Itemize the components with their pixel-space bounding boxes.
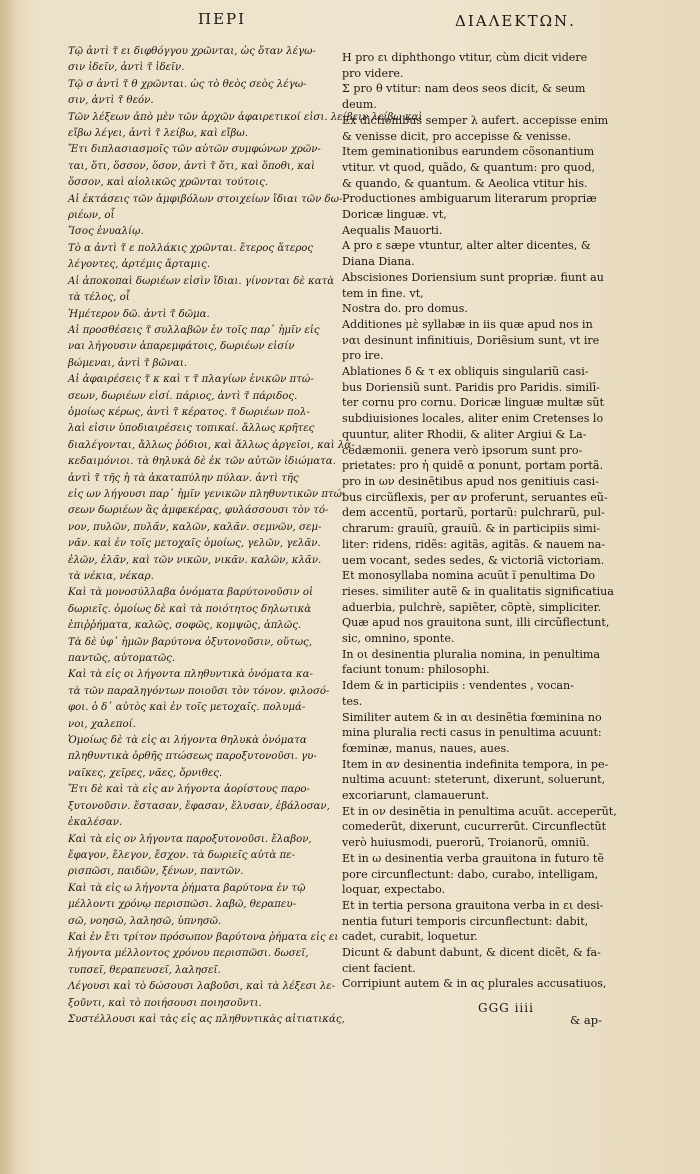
greek-text-line: Αἱ ἀποκοπαὶ δωριέων εἰσὶν ἴδιαι. γίνονται δὲ κατὰ	[68, 275, 335, 287]
latin-text-line: Similiter autem & in αι desinẽtia fœminina no	[342, 710, 602, 724]
latin-text-line: Σ pro θ vtitur: nam deos seos dicit, & seum	[342, 82, 586, 96]
latin-text-line: vtitur. vt quod, quãdo, & quantum: pro quod,	[342, 160, 595, 174]
latin-text-line: Aequalis Mauorti.	[342, 223, 443, 237]
greek-text-line: τὰ νέκια, νέκαρ.	[68, 571, 154, 582]
greek-text-line: ἔφαγον, ἔλεγον, ἔσχον. τὰ δωριεῖς αὐτὰ πε-	[68, 849, 296, 861]
greek-text-line: ὁμοίως κέρως, ἀντὶ τ̃ κέρατος. τ̃ δωριέων πολ-	[68, 406, 310, 418]
greek-text-line: ξυτονοῦσιν. ἔστασαν, ἔφασαν, ἔλυσαν, ἐβάλοσαν,	[68, 800, 330, 812]
greek-text-line: Καὶ τὰ εἰς ω λήγοντα ῥήματα βαρύτονα ἐν τῷ	[68, 882, 306, 894]
latin-text-line: nultima acuunt: steterunt, dixerunt, soluerunt,	[342, 773, 606, 787]
latin-text-line: mina pluralia recti casus in penultima acuunt:	[342, 726, 602, 740]
latin-text-line: Idem & in participiis : vendentes , vocan-	[342, 679, 574, 693]
latin-text-line: pro videre.	[342, 66, 404, 80]
latin-text-line: ter cornu pro cornu. Doricæ linguæ multæ sũt	[342, 396, 604, 410]
greek-text-line: Ἴσος ἐνυαλίῳ.	[68, 226, 144, 238]
greek-text-line: ἐκαλέσαν.	[68, 817, 123, 829]
latin-text-line: nentia futuri temporis circunflectunt: dabit,	[342, 914, 589, 928]
latin-text-line: Nostra do. pro domus.	[342, 302, 468, 316]
running-head-greek: ΠΕΡΙ	[198, 10, 247, 28]
greek-text-line: νοι, χαλεποί.	[68, 718, 136, 730]
greek-text-line: ρισπῶσι, παιδῶν, ξένων, παντῶν.	[68, 866, 244, 878]
latin-text-line: deum.	[342, 98, 377, 112]
greek-text-line: τὰ τέλος, οἷ	[68, 292, 130, 304]
catchword: & ap-	[570, 1013, 602, 1027]
latin-text-line: tes.	[342, 694, 363, 708]
latin-text-line: cedæmonii. genera verò ipsorum sunt pro-	[342, 443, 583, 457]
latin-text-line: bus Doriensiũ sunt. Paridis pro Paridis. similī-	[342, 380, 600, 394]
greek-text-line: ἀντὶ τ̃ τῆς ἡ τὰ ἀκαταπύλην πύλαν. ἀντὶ τῆς	[68, 472, 299, 484]
greek-text-line: Τῷ ἀντὶ τ̃ ει διφθόγγου χρῶνται, ὡς ὅταν λέγω-	[68, 46, 316, 57]
page-gutter-shadow	[0, 0, 18, 1174]
greek-text-line: Τὰ δὲ ὑφ᾿ ἡμῶν βαρύτονα ὀξυτονοῦσιν, οὕτως,	[68, 636, 312, 648]
greek-text-line: παντῶς, αὐτοματῶς.	[68, 653, 176, 665]
greek-text-line: ξοῦντι, καὶ τὸ ποιήσουσι ποιησοῦντι.	[68, 997, 262, 1009]
greek-text-line: Καὶ ἐν ἔτι τρίτον πρόσωπον βαρύτονα ῥήματα εἰς ει	[68, 931, 339, 943]
latin-text-line: Ablationes δ & τ ex obliquis singulariũ casi-	[342, 365, 589, 379]
greek-text-line: Λέγουσι καὶ τὸ δώσουσι λαβοῦσι, καὶ τὰ λέξεσι λε-	[68, 981, 336, 993]
latin-text-line: pro in ων desinētibus apud nos genitiuis casi-	[342, 474, 599, 488]
latin-text-line: A pro ε sæpe vtuntur, alter alter dicentes, &	[342, 239, 591, 253]
greek-text-line: Τῶν λέξεων ἀπὸ μὲν τῶν ἀρχῶν ἀφαιρετικοί εἰσι. λείβειν λείβω καὶ	[68, 111, 423, 123]
latin-column	[342, 50, 642, 992]
greek-text-line: σεων, δωριέων εἰσί. πάριος, ἀντὶ τ̃ πάριδος.	[68, 390, 298, 402]
greek-text-line: Αἱ προσθέσεις τ̃ συλλαβῶν ἐν τοῖς παρ᾿ ἡμῖν εἰς	[68, 324, 320, 336]
latin-text-line: In οι desinentia pluralia nomina, in penultima	[342, 647, 601, 661]
latin-text-line: tem in fine. vt,	[342, 286, 424, 300]
greek-text-line: Ἡμέτερον δῶ. ἀντὶ τ̃ δῶμα.	[68, 308, 210, 320]
greek-text-line: λαὶ εἰσιν ὑποδιαιρέσεις τοπικαί. ἄλλως κρῆτες	[68, 423, 315, 435]
greek-text-line: ναι λήγουσιν ἀπαρεμφάτοις, δωριέων εἰσίν	[68, 341, 295, 353]
greek-text-line: νον, πυλῶν, πυλᾶν, καλῶν, καλᾶν. σεμνῶν, σεμ-	[68, 521, 322, 533]
latin-text-line: prietates: pro ἡ quidē α ponunt, portam portã.	[342, 459, 603, 473]
greek-text-line: Αἱ ἐκτάσεις τῶν ἀμφιβόλων στοιχείων ἴδιαι τῶν δω-	[68, 193, 343, 205]
greek-text-line: εἰς ων λήγουσι παρ᾿ ἡμῖν γενικῶν πληθυντικῶν πτώ-	[68, 488, 346, 500]
greek-text-line: ὅσσον, καὶ αἰολικῶς χρῶνται τούτοις.	[68, 177, 269, 189]
greek-text-line: βώμεναι, ἀντὶ τ̃ βῶναι.	[68, 357, 188, 369]
latin-text-line: quuntur, aliter Rhodii, & aliter Argiui & La-	[342, 427, 587, 441]
latin-text-line: faciunt tonum: philosophi.	[342, 663, 490, 677]
latin-text-line: & quando, & quantum. & Aeolica vtitur his.	[342, 176, 588, 190]
latin-text-line: chrarum: grauiũ, grauiũ. & in participiis simi-	[342, 522, 601, 536]
latin-text-line: loquar, expectabo.	[342, 883, 446, 897]
greek-text-line: Τὸ α ἀντὶ τ̃ ε πολλάκις χρῶνται. ἕτερος ἅτερος	[68, 242, 314, 254]
latin-text-line: ναι desinunt infinitiuis, Doriẽsium sunt, vt ire	[342, 333, 600, 347]
greek-text-line: ται, ὅτι, ὅσσον, ὅσον, ἀντὶ τ̃ ὅτι, καὶ ὅποθι, καὶ	[68, 160, 315, 172]
greek-text-line: λέγοντες, ἀρτέμις ἄρταμις.	[68, 259, 211, 271]
greek-text-line: Ὁμοίως δὲ τὰ εἰς αι λήγοντα θηλυκὰ ὀνόματα	[68, 735, 307, 747]
greek-text-line: ριέων, οἷ	[68, 210, 115, 222]
latin-text-line: liter: ridens, ridẽs: agitãs, agitãs. & nauem na-	[342, 537, 606, 551]
latin-text-line: cient facient.	[342, 961, 416, 975]
greek-text-line: εἴβω λέγει, ἀντὶ τ̃ λείβω, καὶ εἴβω.	[68, 128, 248, 140]
greek-text-line: τυπσεῖ, θεραπευσεῖ, λαλησεῖ.	[68, 964, 221, 976]
latin-text-line: Et in ω desinentia verba grauitona in futuro tẽ	[342, 851, 604, 865]
greek-text-line: νᾶν. καὶ ἐν τοῖς μετοχαῖς ὁμοίως, γελῶν, γελᾶν.	[68, 538, 321, 550]
greek-text-line: διαλέγονται, ἄλλως ῥόδιοι, καὶ ἄλλως ἀργεῖοι, καὶ λα-	[68, 439, 355, 451]
latin-text-line: Ex dictionibus semper λ aufert. accepisse enim	[342, 113, 609, 127]
latin-text-line: Additiones μὲ syllabæ in iis quæ apud nos in	[342, 317, 593, 331]
signature-mark: GGG iiii	[478, 1001, 534, 1015]
running-head-greek-right: ΔΙΑΛΕΚΤΩΝ.	[455, 12, 576, 30]
greek-text-line: Καὶ τὰ εἰς οι λήγοντα πληθυντικὰ ὀνόματα κα-	[68, 669, 313, 681]
latin-text-line: bus circũflexis, per αν proferunt, seruantes eũ-	[342, 490, 608, 504]
greek-text-line: σιν ἰδεῖν, ἀντὶ τ̃ ἰδεῖν.	[68, 62, 185, 74]
latin-text-line: uem vocant, sedes sedes, & victoriã victoriam.	[342, 553, 605, 567]
latin-text-line: verò huiusmodi, puerorũ, Troianorũ, omniũ.	[342, 836, 590, 850]
greek-text-line: Ἔτι δὲ καὶ τὰ εἰς αν λήγοντα ἀορίστους παρο-	[68, 784, 310, 796]
latin-text-line: & venisse dicit, pro accepisse & venisse.	[342, 129, 572, 143]
latin-text-line: Et in tertia persona grauitona verba in ει desi-	[342, 898, 604, 912]
greek-text-line: φοι. ὁ δ᾿ αὐτὸς καὶ ἐν τοῖς μετοχαῖς. πολυμά-	[68, 702, 306, 714]
latin-text-line: sic, omnino, sponte.	[342, 632, 455, 646]
latin-text-line: excoriarunt, clamauerunt.	[342, 789, 490, 803]
greek-text-line: Καὶ τὰ μονοσύλλαβα ὀνόματα βαρύτονοῦσιν οἱ	[68, 587, 313, 599]
latin-text-line: Et in ον desinẽtia in penultima acuũt. acceperũt,	[342, 804, 617, 818]
latin-text-line: Et monosyllaba nomina acuũt ĩ penultima Do	[342, 569, 596, 583]
greek-text-line: κεδαιμόνιοι. τὰ θηλυκὰ δὲ ἐκ τῶν αὐτῶν ἰδιώματα.	[68, 456, 336, 468]
greek-text-line: τὰ τῶν παραληγόντων ποιοῦσι τὸν τόνον. φιλοσό-	[68, 685, 330, 697]
latin-text-line: Doricæ linguæ. vt,	[342, 208, 447, 222]
latin-text-line: fœminæ, manus, naues, aues.	[342, 741, 510, 755]
latin-text-line: cadet, curabit, loquetur.	[342, 930, 478, 944]
latin-text-line: pro ire.	[342, 349, 384, 363]
greek-text-line: ναῖκες, χεῖρες, νᾶες, ὄρνιθες.	[68, 767, 223, 779]
latin-text-line: Corripiunt autem & in ας plurales accusatiuos,	[342, 977, 607, 991]
latin-text-line: H pro ει diphthongo vtitur, cùm dicit videre	[342, 51, 588, 64]
latin-text-line: Dicunt & dabunt dabunt, & dicent dicẽt, & fa-	[342, 946, 601, 960]
latin-text-line: pore circunflectunt: dabo, curabo, intelligam,	[342, 867, 599, 881]
latin-text-line: Abscisiones Doriensium sunt propriæ. fiunt au	[342, 270, 604, 284]
greek-text-line: πληθυντικὰ ὀρθῆς πτώσεως παροξυτονοῦσι. γυ-	[68, 751, 317, 763]
greek-text-line: δωριεῖς. ὁμοίως δὲ καὶ τὰ ποιότητος δηλωτικὰ	[68, 603, 312, 615]
latin-text-line: Quæ apud nos grauitona sunt, illi circũflectunt,	[342, 616, 610, 630]
greek-text-line: λήγοντα μέλλοντος χρόνου περισπῶσι. δωσεῖ,	[68, 948, 309, 960]
greek-text-line: Καὶ τὰ εἰς ον λήγοντα παροξυτονοῦσι. ἔλαβον,	[68, 833, 312, 845]
greek-text-line: Τῷ σ ἀντὶ τ̃ θ χρῶνται. ὡς τὸ θεὸς σεὸς λέγω-	[68, 78, 307, 90]
latin-text-line: Item in αν desinentia indefinita tempora, in pe-	[342, 757, 609, 771]
latin-text-line: dem accentũ, portarũ, portarũ: pulchrarũ, pul-	[342, 506, 605, 520]
greek-text-line: Ἔτι διπλασιασμοῖς τῶν αὐτῶν συμφώνων χρῶν-	[68, 144, 321, 156]
latin-text-line: Diana Diana.	[342, 255, 415, 269]
greek-text-line: μέλλοντι χρόνῳ περισπῶσι. λαβῶ, θεραπευ-	[68, 899, 297, 911]
greek-text-line: σεων δωριέων ἂς ἀμφεκέρας, φυλάσσουσι τὸν τό-	[68, 505, 329, 517]
greek-text-line: σιν, ἀντὶ τ̃ θεόν.	[68, 95, 154, 107]
latin-text-line: rieses. similiter autẽ & in qualitatis significatiua	[342, 584, 614, 598]
greek-text-line: Συστέλλουσι καὶ τὰς εἰς ας πληθυντικὰς αἰτιατικάς,	[68, 1013, 345, 1025]
greek-text-line: σῶ, νοησῶ, λαλησῶ, ὑπνησῶ.	[68, 915, 222, 927]
latin-text-line: Productiones ambiguarum literarum propriæ	[342, 192, 597, 206]
latin-text-line: aduerbia, pulchrè, sapiẽter, cõptè, simpliciter.	[342, 600, 602, 614]
greek-text-line: ἐπιῤῥήματα, καλῶς, σοφῶς, κομψῶς, ἁπλῶς.	[68, 620, 302, 632]
greek-text-line: Αἱ ἀφαιρέσεις τ̃ κ καὶ τ τ̃ πλαγίων ἑνικῶν πτώ-	[68, 374, 314, 386]
latin-text-line: comederũt, dixerunt, cucurrerũt. Circunflectũt	[342, 820, 607, 834]
latin-text-line: subdiuisiones locales, aliter enim Cretenses lo	[342, 412, 604, 426]
greek-text-line: ἐλῶν, ἐλᾶν, καὶ τῶν νικῶν, νικᾶν. καλῶν, κλᾶν.	[68, 554, 322, 566]
latin-text-line: Item geminationibus earundem cõsonantium	[342, 145, 595, 159]
